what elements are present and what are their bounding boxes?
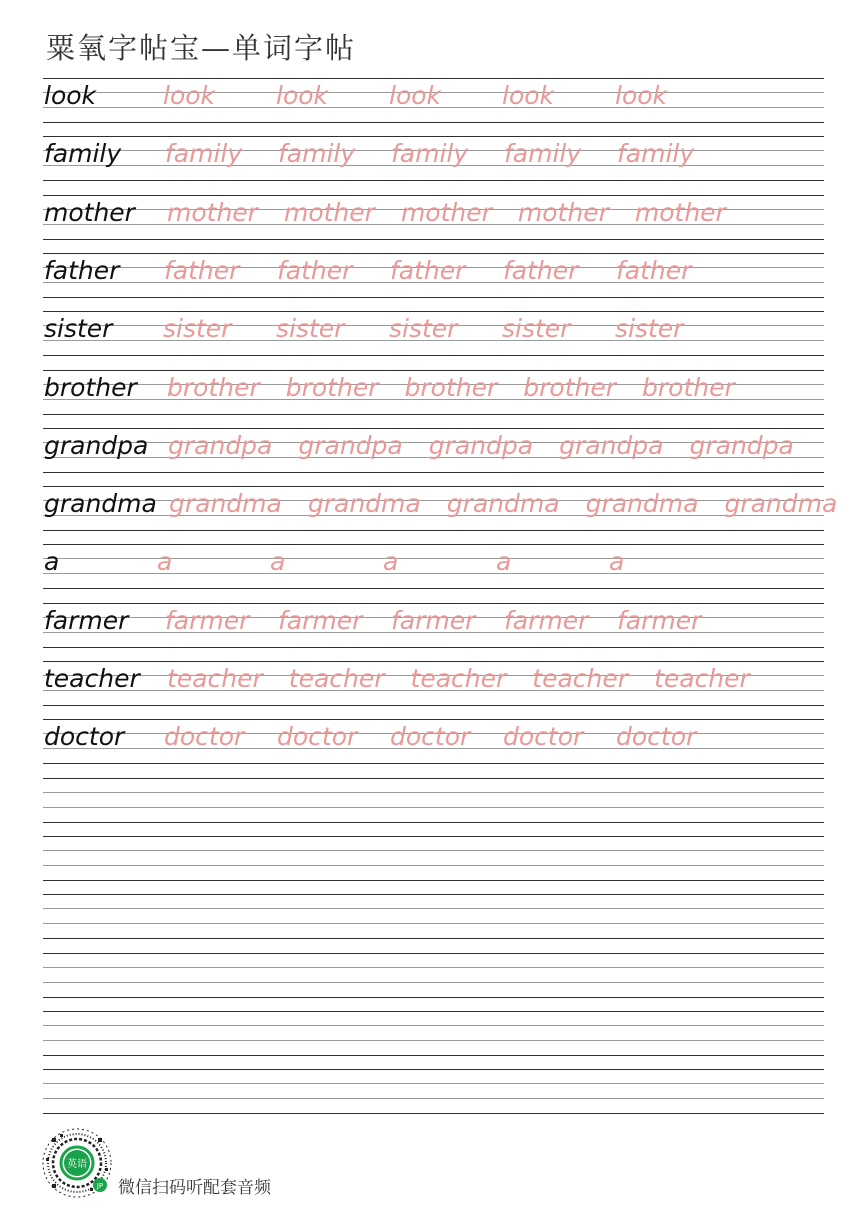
rule-line bbox=[43, 997, 824, 998]
trace-word: father bbox=[277, 255, 353, 285]
trace-word: doctor bbox=[164, 722, 245, 752]
trace-word: farmer bbox=[391, 605, 476, 635]
trace-word: mother bbox=[517, 197, 609, 227]
model-word: brother bbox=[44, 372, 137, 402]
word-row bbox=[43, 370, 824, 414]
trace-word: family bbox=[504, 139, 582, 169]
rule-line bbox=[43, 1098, 824, 1099]
rule-line bbox=[43, 603, 824, 604]
rule-line bbox=[43, 515, 824, 516]
svg-text:JP: JP bbox=[96, 1182, 104, 1190]
rule-line bbox=[43, 1040, 824, 1041]
word-row bbox=[43, 486, 838, 530]
word-row bbox=[43, 428, 824, 472]
trace-word: father bbox=[164, 255, 240, 285]
word-row bbox=[43, 661, 824, 705]
trace-word: grandma bbox=[724, 489, 838, 519]
qr-code-icon bbox=[42, 1128, 112, 1198]
trace-word: look bbox=[615, 81, 668, 110]
word-row bbox=[43, 311, 824, 355]
rule-line bbox=[43, 253, 824, 254]
rule-line bbox=[43, 239, 824, 240]
rule-line bbox=[43, 880, 824, 881]
trace-word: doctor bbox=[503, 722, 584, 752]
blank-row bbox=[43, 836, 824, 880]
model-word: grandpa bbox=[44, 430, 149, 460]
rule-line bbox=[43, 661, 824, 662]
blank-row bbox=[43, 894, 824, 938]
trace-word: a bbox=[270, 547, 286, 577]
page-title: 粟氧字帖宝—单词字帖 bbox=[46, 31, 357, 65]
trace-word: mother bbox=[400, 197, 492, 227]
rule-line bbox=[43, 414, 824, 415]
trace-word: a bbox=[496, 547, 512, 577]
trace-word: sister bbox=[502, 314, 571, 344]
trace-word: family bbox=[391, 139, 469, 169]
rule-line bbox=[43, 486, 824, 487]
rule-line bbox=[43, 822, 824, 823]
rule-line bbox=[43, 763, 824, 764]
trace-word: brother bbox=[404, 372, 498, 402]
rule-line bbox=[43, 894, 824, 895]
rule-line bbox=[43, 544, 824, 545]
trace-word: brother bbox=[167, 372, 260, 402]
rule-line bbox=[43, 500, 824, 501]
rule-line bbox=[43, 370, 824, 371]
rule-line bbox=[43, 180, 824, 181]
model-word: family bbox=[44, 139, 122, 169]
rule-line bbox=[43, 647, 824, 648]
trace-word: grandpa bbox=[689, 430, 794, 460]
footer-caption: 微信扫码听配套音频 bbox=[118, 1178, 271, 1198]
trace-word: father bbox=[390, 255, 466, 285]
rule-line bbox=[43, 1069, 824, 1070]
trace-word: teacher bbox=[654, 664, 750, 693]
trace-word: look bbox=[389, 81, 442, 110]
word-row bbox=[43, 136, 824, 180]
rule-line bbox=[43, 355, 824, 356]
rule-line bbox=[43, 778, 824, 779]
rule-line bbox=[43, 122, 824, 123]
trace-word: family bbox=[278, 139, 356, 169]
rule-line bbox=[43, 297, 824, 298]
trace-word: doctor bbox=[390, 722, 471, 752]
trace-word: sister bbox=[276, 314, 345, 344]
word-row bbox=[43, 78, 824, 122]
trace-word: look bbox=[163, 81, 216, 110]
trace-word: grandpa bbox=[559, 430, 664, 460]
rule-line bbox=[43, 923, 824, 924]
word-row bbox=[43, 603, 824, 647]
model-word: mother bbox=[44, 197, 135, 227]
trace-word: sister bbox=[163, 314, 232, 344]
model-word: a bbox=[44, 547, 60, 577]
trace-word: brother bbox=[642, 372, 735, 402]
model-word: doctor bbox=[44, 722, 125, 752]
rule-line bbox=[43, 530, 824, 531]
word-row bbox=[43, 544, 824, 588]
rule-line bbox=[43, 865, 824, 866]
rule-line bbox=[43, 1055, 824, 1056]
trace-word: grandma bbox=[446, 489, 560, 519]
trace-word: family bbox=[165, 139, 243, 169]
trace-word: mother bbox=[634, 197, 726, 227]
blank-row bbox=[43, 953, 824, 997]
rule-line bbox=[43, 78, 824, 79]
model-word: teacher bbox=[44, 664, 140, 693]
model-word: farmer bbox=[44, 605, 129, 635]
trace-word: farmer bbox=[504, 605, 589, 635]
word-row bbox=[43, 253, 824, 297]
trace-word: brother bbox=[285, 372, 379, 402]
blank-row bbox=[43, 778, 824, 822]
rule-line bbox=[43, 311, 824, 312]
trace-word: mother bbox=[283, 197, 375, 227]
rule-line bbox=[43, 792, 824, 793]
trace-word: farmer bbox=[617, 605, 702, 635]
rule-line bbox=[43, 472, 824, 473]
rule-line bbox=[43, 1011, 824, 1012]
model-word: look bbox=[44, 81, 97, 110]
trace-word: grandma bbox=[169, 489, 282, 519]
rule-line bbox=[43, 428, 824, 429]
trace-word: father bbox=[616, 255, 692, 285]
trace-word: farmer bbox=[165, 605, 250, 635]
trace-word: grandpa bbox=[168, 430, 273, 460]
trace-word: grandma bbox=[307, 489, 421, 519]
trace-word: mother bbox=[167, 197, 258, 227]
trace-word: teacher bbox=[167, 664, 263, 693]
rule-line bbox=[43, 136, 824, 137]
trace-word: a bbox=[609, 547, 625, 577]
model-word: sister bbox=[44, 314, 113, 344]
rule-line bbox=[43, 705, 824, 706]
rule-line bbox=[43, 938, 824, 939]
rule-line bbox=[43, 588, 824, 589]
rule-line bbox=[43, 195, 824, 196]
rule-line bbox=[43, 719, 824, 720]
trace-word: grandma bbox=[585, 489, 699, 519]
rule-line bbox=[43, 1025, 824, 1026]
qr-badge-label: 英语 bbox=[67, 1159, 87, 1170]
trace-word: a bbox=[157, 547, 173, 577]
trace-word: family bbox=[617, 139, 695, 169]
rule-line bbox=[43, 1083, 824, 1084]
trace-word: sister bbox=[615, 314, 684, 344]
rule-line bbox=[43, 953, 824, 954]
trace-word: look bbox=[276, 81, 329, 110]
trace-word: grandpa bbox=[298, 430, 403, 460]
word-row bbox=[43, 195, 824, 239]
rule-line bbox=[43, 1113, 824, 1114]
trace-word: father bbox=[503, 255, 579, 285]
rule-line bbox=[43, 850, 824, 851]
trace-word: teacher bbox=[288, 664, 385, 693]
rule-line bbox=[43, 982, 824, 983]
blank-row bbox=[43, 1069, 824, 1113]
trace-word: teacher bbox=[410, 664, 507, 693]
model-word: grandma bbox=[44, 489, 157, 519]
trace-word: sister bbox=[389, 314, 458, 344]
trace-word: farmer bbox=[278, 605, 363, 635]
trace-word: a bbox=[383, 547, 399, 577]
trace-word: teacher bbox=[532, 664, 629, 693]
word-row bbox=[43, 719, 824, 763]
rule-line bbox=[43, 967, 824, 968]
blank-row bbox=[43, 1011, 824, 1055]
trace-word: grandpa bbox=[428, 430, 534, 460]
trace-word: doctor bbox=[277, 722, 358, 752]
model-word: father bbox=[44, 255, 120, 285]
trace-word: look bbox=[502, 81, 555, 110]
trace-word: doctor bbox=[616, 722, 697, 752]
rule-line bbox=[43, 807, 824, 808]
trace-word: brother bbox=[523, 372, 616, 402]
rule-line bbox=[43, 908, 824, 909]
rule-line bbox=[43, 836, 824, 837]
